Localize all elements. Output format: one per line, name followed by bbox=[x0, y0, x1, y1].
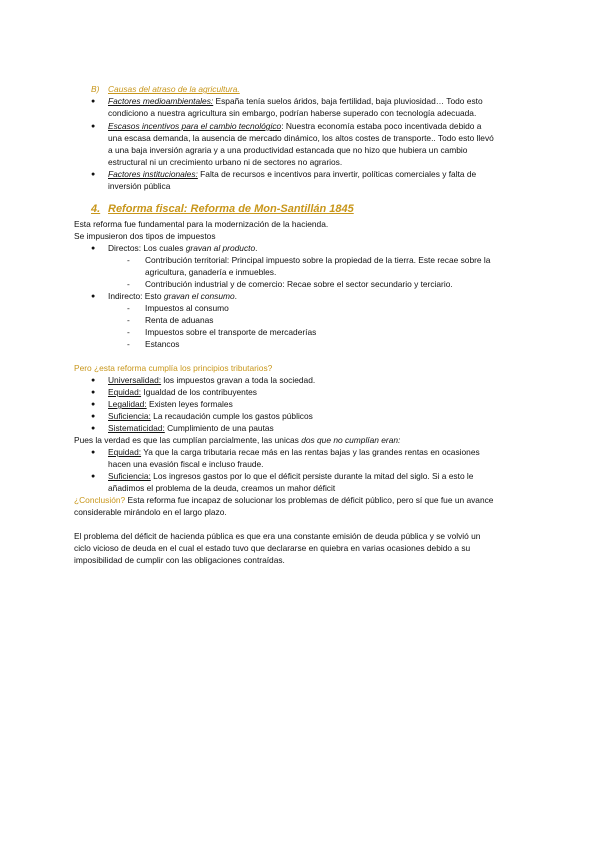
principle-item: Legalidad: Existen leyes formales bbox=[108, 399, 233, 409]
principle-item: Sistematicidad: Cumplimiento de una pautas bbox=[108, 423, 274, 433]
truth-line: Pues la verdad es que las cumplían parcialmente, las unicas dos que no cumplían eran: bbox=[74, 435, 401, 445]
sub-item: Contribución territorial: Principal impuesto sobre la propiedad de la tierra. Este recae sobre la bbox=[145, 255, 491, 265]
failure-item: Suficiencia: Los ingresos gastos por lo que el déficit persiste durante la mitad del siglo. Si a esto le bbox=[108, 471, 474, 481]
list-item: Factores institucionales: Falta de recursos e incentivos para invertir, políticas comerciales y falta de bbox=[108, 169, 477, 179]
section-b-marker: B) bbox=[91, 84, 100, 94]
failure-item: Equidad: Ya que la carga tributaria recae más en las rentas bajas y las grandes rentas en ocasiones bbox=[108, 447, 480, 457]
sub-item: Renta de aduanas bbox=[145, 315, 214, 325]
dash-icon: - bbox=[127, 279, 130, 289]
section-b-title: Causas del atraso de la agricultura. bbox=[108, 84, 240, 94]
final-paragraph-line: imposibilidad de cumplir con las obligaciones contraídas. bbox=[74, 555, 285, 565]
list-item: Escasos incentivos para el cambio tecnológico: Nuestra economía estaba poco incentivada debido a bbox=[108, 121, 482, 131]
bullet-icon: ● bbox=[91, 293, 96, 300]
bullet-icon: ● bbox=[91, 377, 96, 384]
indirect-taxes: Indirecto: Esto gravan el consumo. bbox=[108, 291, 237, 301]
section-4-title: Reforma fiscal: Reforma de Mon-Santillán 1845 bbox=[108, 203, 354, 215]
bullet-icon: ● bbox=[91, 449, 96, 456]
conclusion-line: ¿Conclusión? Esta reforma fue incapaz de solucionar los problemas de déficit público, pero sí que fue un avance bbox=[74, 495, 494, 505]
sub-item-cont: agricultura, ganadería e inmuebles. bbox=[145, 267, 277, 277]
sub-item: Contribución industrial y de comercio: Recae sobre el sector secundario y terciario. bbox=[145, 279, 453, 289]
list-item-cont: estructural ni un crecimiento urbano ni de sectores no agrarios. bbox=[108, 157, 343, 167]
bullet-icon: ● bbox=[91, 401, 96, 408]
bullet-icon: ● bbox=[91, 98, 96, 105]
principle-item: Equidad: Igualdad de los contribuyentes bbox=[108, 387, 257, 397]
section-4-number: 4. bbox=[91, 203, 101, 215]
list-item-cont: condiciono a nuestra agricultura sin embargo, podrían haberse superado con tecnología adecuada. bbox=[108, 108, 477, 118]
bullet-icon: ● bbox=[91, 413, 96, 420]
failure-item-cont: hacen una evasión fiscal e incluso fraude. bbox=[108, 459, 264, 469]
dash-icon: - bbox=[127, 315, 130, 325]
list-item-cont: a una baja inversión agraria y a una productividad estancada que no hizo que hubiera un cambio bbox=[108, 145, 468, 155]
list-item: Factores medioambientales: España tenía suelos áridos, baja fertilidad, baja pluviosidad… Todo esto bbox=[108, 96, 483, 106]
dash-icon: - bbox=[127, 327, 130, 337]
conclusion-cont: considerable mirándolo en el largo plazo. bbox=[74, 507, 227, 517]
intro-line: Esta reforma fue fundamental para la modernización de la hacienda. bbox=[74, 219, 329, 229]
sub-item: Estancos bbox=[145, 339, 180, 349]
sub-item: Impuestos sobre el transporte de mercaderías bbox=[145, 327, 317, 337]
failure-item-cont: añadimos el problema de la deuda, creamos un mahor déficit bbox=[108, 483, 336, 493]
principles-question: Pero ¿esta reforma cumplía los principios tributarios? bbox=[74, 363, 273, 373]
bullet-icon: ● bbox=[91, 425, 96, 432]
bullet-icon: ● bbox=[91, 389, 96, 396]
sub-item: Impuestos al consumo bbox=[145, 303, 229, 313]
list-item-cont: inversión pública bbox=[108, 181, 171, 191]
principle-item: Suficiencia: La recaudación cumple los gastos públicos bbox=[108, 411, 313, 421]
bullet-icon: ● bbox=[91, 245, 96, 252]
dash-icon: - bbox=[127, 255, 130, 265]
list-item-cont: una escasa demanda, la ausencia de mercado dinámico, los altos costes de transporte.. Todo esto llevó bbox=[108, 133, 494, 143]
direct-taxes: Directos: Los cuales gravan al producto. bbox=[108, 243, 258, 253]
final-paragraph-line: El problema del déficit de hacienda pública es que era una constante emisión de deuda pública y se volvió un bbox=[74, 531, 481, 541]
final-paragraph-line: ciclo vicioso de deuda en el cual el estado tuvo que declararse en quiebra en varias ocasiones debido a su bbox=[74, 543, 471, 553]
bullet-icon: ● bbox=[91, 123, 96, 130]
bullet-icon: ● bbox=[91, 171, 96, 178]
dash-icon: - bbox=[127, 303, 130, 313]
intro-line: Se impusieron dos tipos de impuestos bbox=[74, 231, 216, 241]
bullet-icon: ● bbox=[91, 473, 96, 480]
dash-icon: - bbox=[127, 339, 130, 349]
principle-item: Universalidad: los impuestos gravan a toda la sociedad. bbox=[108, 375, 316, 385]
